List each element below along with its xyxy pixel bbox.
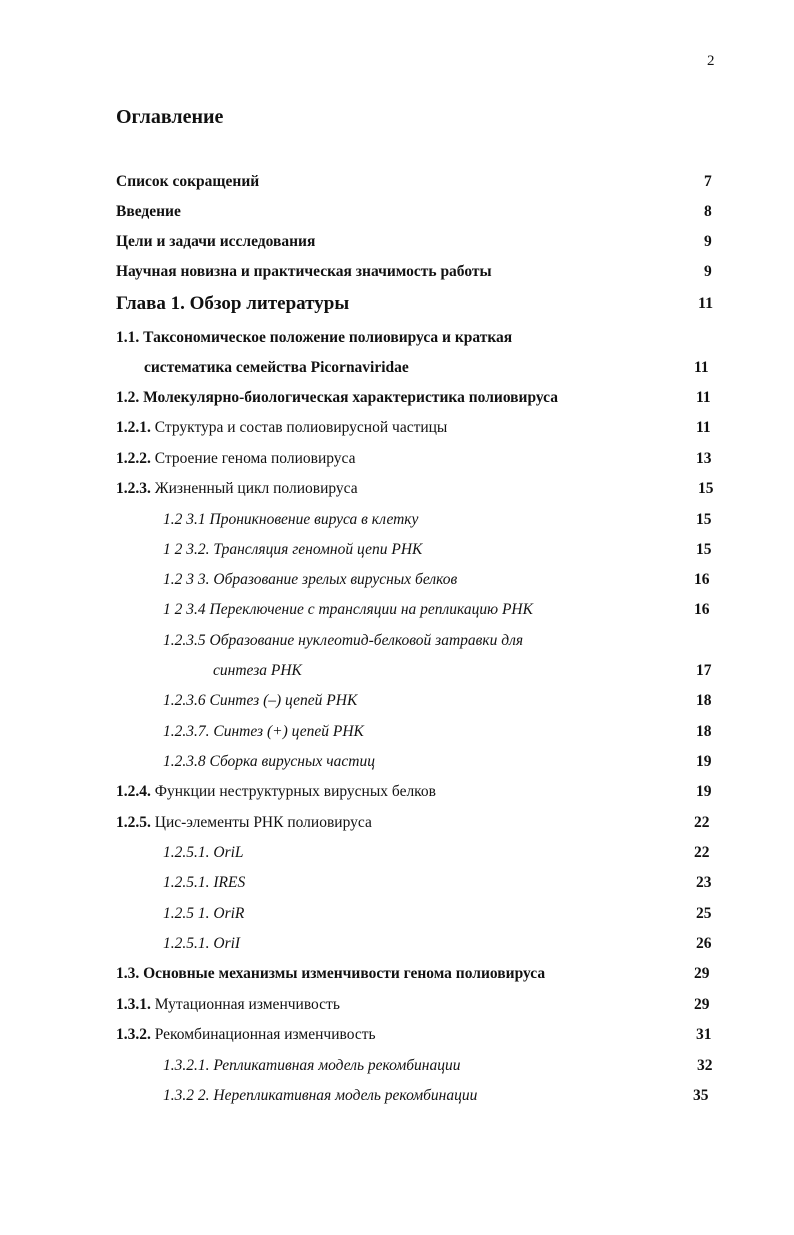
toc-entry-label: Мутационная изменчивость — [154, 996, 340, 1013]
toc-entry-page: 26 — [696, 935, 712, 952]
toc-entry-label: 1.3.2.1. Репликативная модель рекомбинации — [163, 1057, 461, 1074]
toc-entry-number: 1.3.2. — [116, 1026, 151, 1043]
toc-entry-page: 29 — [694, 996, 710, 1013]
toc-entry-label: Введение — [116, 203, 181, 220]
toc-entry-label: Рекомбинационная изменчивость — [154, 1026, 376, 1043]
toc-entry-number: 1.2.5. — [116, 814, 151, 831]
toc-entry-page: 29 — [694, 965, 710, 982]
page-number: 2 — [707, 53, 715, 69]
toc-entry-label: систематика семейства Picornaviridae — [144, 359, 409, 376]
toc-entry-label: Глава 1. Обзор литературы — [116, 293, 350, 314]
toc-entry-label: 1.3.2 2. Нерепликативная модель рекомбинации — [163, 1087, 478, 1104]
toc-entry-label: Цис-элементы РНК полиовируса — [154, 814, 372, 831]
toc-entry-label: 1.2 3 3. Образование зрелых вирусных белков — [163, 571, 458, 588]
toc-entry-label: 1 2 3.2. Трансляция геномной цепи РНК — [163, 541, 423, 558]
toc-entry-page: 23 — [696, 874, 712, 891]
toc-entry-label: 1.2.5.1. OriI — [163, 935, 241, 952]
toc-entry-page: 18 — [696, 692, 712, 709]
toc-entry-label: 1.2.5 1. OriR — [163, 905, 245, 922]
toc-entry-page: 32 — [697, 1057, 713, 1074]
toc-entry-page: 11 — [694, 359, 709, 376]
toc-entry-page: 15 — [696, 511, 712, 528]
toc-entry-label: 1.2 3.1 Проникновение вируса в клетку — [163, 511, 419, 528]
toc-entry-page: 16 — [694, 571, 710, 588]
toc-entry-page: 25 — [696, 905, 712, 922]
toc-entry-label: 1.1. Таксономическое положение полиовируса и краткая — [116, 329, 513, 346]
toc-entry-number: 1.3.1. — [116, 996, 151, 1013]
toc-entry-label: 1.2.3.6 Синтез (–) цепей РНК — [163, 692, 358, 709]
toc-entry-page: 11 — [696, 419, 711, 436]
toc-entry-page: 22 — [694, 844, 710, 861]
toc-entry-page: 15 — [696, 541, 712, 558]
toc-entry-label: Структура и состав полиовирусной частицы — [154, 419, 448, 436]
toc-entry-page: 35 — [693, 1087, 709, 1104]
toc-entry-label: синтеза РНК — [213, 662, 302, 679]
toc-entry-label: Научная новизна и практическая значимость работы — [116, 263, 492, 280]
toc-entry-label: Список сокращений — [116, 173, 260, 190]
toc-entry-page: 11 — [696, 389, 711, 406]
toc-entry-page: 19 — [696, 783, 712, 800]
toc-entry-page: 18 — [696, 723, 712, 740]
toc-entry-label: 1.2.3.8 Сборка вирусных частиц — [163, 753, 375, 770]
toc-entry-number: 1.2.4. — [116, 783, 151, 800]
toc-heading: Оглавление — [116, 106, 224, 128]
toc-entry-label: 1 2 3.4 Переключение с трансляции на репликацию РНК — [163, 601, 533, 618]
toc-entry-page: 22 — [694, 814, 710, 831]
toc-entry-label: Цели и задачи исследования — [116, 233, 316, 250]
toc-entry-page: 16 — [694, 601, 710, 618]
toc-entry-label: 1.2. Молекулярно-биологическая характеристика полиовируса — [116, 389, 558, 406]
toc-entry-page: 19 — [696, 753, 712, 770]
toc-entry-page: 9 — [704, 263, 712, 280]
toc-entry-page: 15 — [698, 480, 714, 497]
toc-entry-label: 1.2.5.1. IRES — [163, 874, 246, 891]
toc-entry-label: Жизненный цикл полиовируса — [154, 480, 358, 497]
toc-entry-label: 1.2.5.1. OriL — [163, 844, 244, 861]
toc-entry-page: 7 — [704, 173, 712, 190]
toc-entry-label: 1.3. Основные механизмы изменчивости генома полиовируса — [116, 965, 546, 982]
toc-entry-page: 31 — [696, 1026, 712, 1043]
toc-entry-number: 1.2.2. — [116, 450, 151, 467]
toc-entry-page: 13 — [696, 450, 712, 467]
toc-entry-label: 1.2.3.5 Образование нуклеотид-белковой затравки для — [163, 632, 524, 649]
toc-entry-label: Строение генома полиовируса — [154, 450, 356, 467]
toc-entry-label: Функции неструктурных вирусных белков — [154, 783, 436, 800]
toc-entry-number: 1.2.1. — [116, 419, 151, 436]
toc-entry-label: 1.2.3.7. Синтез (+) цепей РНК — [163, 723, 364, 740]
toc-entry-page: 11 — [698, 295, 714, 312]
toc-entry-page: 17 — [696, 662, 712, 679]
toc-entry-number: 1.2.3. — [116, 480, 151, 497]
toc-entry-page: 8 — [704, 203, 712, 220]
toc-entry-page: 9 — [704, 233, 712, 250]
